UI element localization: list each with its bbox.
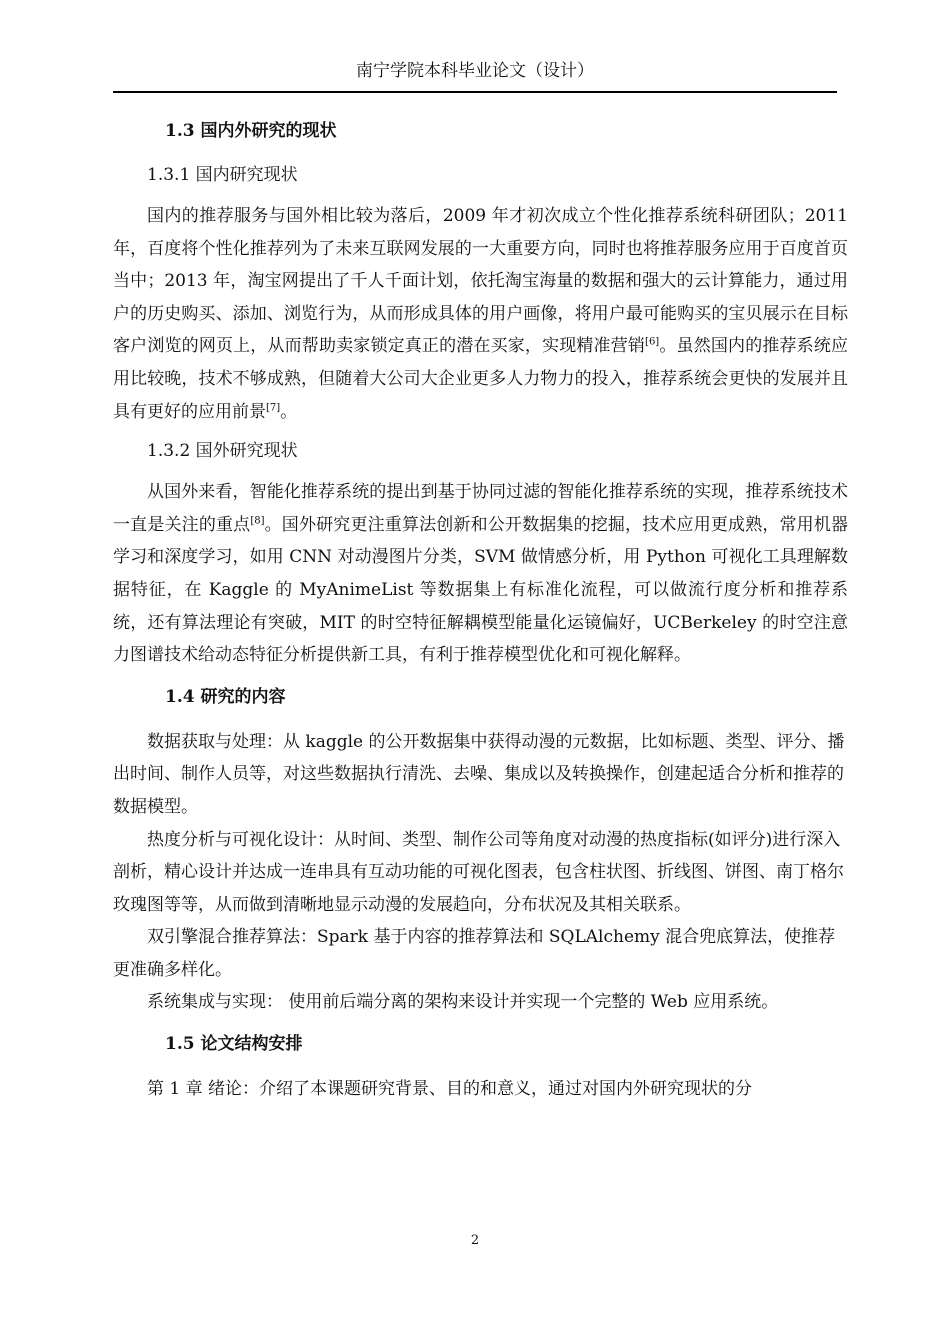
paragraph-text: 国内的推荐服务与国外相比较为落后，2009 年才初次成立个性化推荐系统科研团队；2011 年，百度将个性化推荐列为了未来互联网发展的一大重要方向，同时也将推荐服务应用于百度首页当中；2013 年，淘宝网提出了千人千面计划，依托淘宝海量的数据和强大的云计算能力，通过用户的历史购买、添加、浏览行为，从而形成具体的用户画像，将用户最可能购买的宝贝展示在目标客户浏览的网页上，从而帮助卖家锁定真正的潜在买家，实现精准营销	[113, 206, 848, 357]
page-body	[113, 114, 848, 1114]
paragraph-text: 从国外来看，智能化推荐系统的提出到基于协同过滤的智能化推荐系统的实现，推荐系统技术一直是关注的重点	[113, 482, 848, 535]
subsection-heading-1-3-1: 1.3.1 国内研究现状	[147, 165, 298, 185]
paragraph-thesis-structure: 第 1 章 绪论：介绍了本课题研究背景、目的和意义，通过对国内外研究现状的分	[147, 1079, 753, 1100]
paragraph-text: 。	[280, 401, 298, 422]
research-item-system-integration: 系统集成与实现： 使用前后端分离的架构来设计并实现一个完整的 Web 应用系统。	[147, 992, 779, 1013]
subsection-heading-1-3-2: 1.3.2 国外研究现状	[147, 441, 298, 462]
page-number: 2	[470, 1233, 480, 1248]
section-heading-1-5: 1.5 论文结构安排	[165, 1034, 303, 1055]
paragraph-foreign-research	[113, 476, 848, 672]
section-heading-1-4: 1.4 研究的内容	[165, 686, 286, 707]
citation-8: [8]	[250, 515, 265, 527]
paragraph-text: 。国外研究更注重算法创新和公开数据集的挖掘，技术应用更成熟，常用机器学习和深度学习，如用 CNN 对动漫图片分类，SVM 做情感分析，用 Python 可视化工具理解数据特征，在 Kaggle 的 MyAnimeList 等数据集上有标准化流程，可以做流行度分析和推荐系统，还有算法理论有突破，MIT 的时空特征解耦模型能量化运镜偏好，UCBerkeley 的时空注意力图谱技术给动态特征分析提供新工具，有利于推荐模型优化和可视化解释。	[113, 514, 849, 666]
paragraph-domestic-research	[113, 200, 848, 428]
section-heading-1-3: 1.3 国内外研究的现状	[165, 121, 337, 141]
citation-6: [6]	[645, 336, 660, 348]
research-item-data-processing: 数据获取与处理：从 kaggle 的公开数据集中获得动漫的元数据，比如标题、类型、评分、播出时间、制作人员等，对这些数据执行清洗、去噪、集成以及转换操作，创建起适合分析和推荐的数据模型。	[113, 731, 845, 817]
research-item-visualization: 热度分析与可视化设计：从时间、类型、制作公司等角度对动漫的热度指标(如评分)进行深入剖析，精心设计并达成一连串具有互动功能的可视化图表，包含柱状图、折线图、饼图、南丁格尔玫瑰图等等，从而做到清晰地显示动漫的发展趋向，分布状况及其相关联系。	[113, 829, 844, 915]
header-divider	[113, 91, 837, 93]
paragraph-text: 。虽然国内的推荐系统应用比较晚，技术不够成熟，但随着大公司大企业更多人力物力的投入，推荐系统会更快的发展并且具有更好的应用前景	[113, 336, 849, 422]
research-item-recommendation: 双引擎混合推荐算法：Spark 基于内容的推荐算法和 SQLAlchemy 混合兜底算法，使推荐更准确多样化。	[113, 927, 836, 980]
citation-7: [7]	[266, 401, 281, 413]
running-header: 南宁学院本科毕业论文（设计）	[356, 61, 594, 81]
